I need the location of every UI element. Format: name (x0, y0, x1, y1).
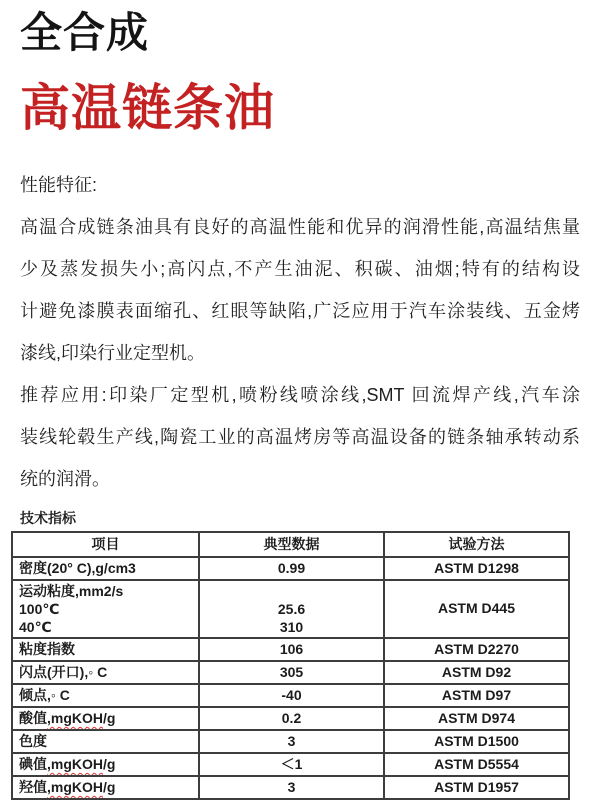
method-cell: ASTM D1957 (384, 776, 569, 799)
spellcheck-underline-text: ,mgKOH (47, 709, 103, 726)
item-text: /g (103, 755, 116, 772)
spellcheck-underline-text: ,mgKOH (47, 755, 103, 772)
value-cell: 106 (199, 638, 384, 661)
page-title-black: 全合成 (20, 9, 150, 56)
page-title-red: 高温链条油 (20, 80, 275, 137)
table-row (12, 638, 569, 661)
value-line: 25.6 (277, 600, 306, 617)
item-line: 40℃ (19, 618, 52, 635)
value-line: 310 (279, 618, 304, 635)
table-row (12, 730, 569, 753)
table-caption: 技术指标 (20, 509, 76, 526)
value-cell: ＜1 (199, 753, 384, 776)
table-row-viscosity (12, 580, 569, 638)
table-row (12, 661, 569, 684)
application-line: 推荐应用:印染厂定型机,喷粉线喷涂线,SMT 回流焊产线,汽车涂 (20, 384, 580, 405)
item-cell: 色度 (12, 730, 199, 753)
item-text: 羟值 (19, 778, 47, 795)
method-cell: ASTM D974 (384, 707, 569, 730)
item-cell (12, 707, 199, 730)
value-cell: 305 (199, 661, 384, 684)
performance-line: 计避免漆膜表面缩孔、红眼等缺陷,广泛应用于汽车涂装线、五金烤 (20, 300, 580, 321)
method-cell: ASTM D5554 (384, 753, 569, 776)
spec-table (11, 531, 570, 800)
item-cell: 密度(20° C),g/cm3 (12, 557, 199, 580)
table-row (12, 707, 569, 730)
method-cell: ASTM D1500 (384, 730, 569, 753)
application-line: 装线轮毂生产线,陶瓷工业的高温烤房等高温设备的链条轴承转动系 (20, 426, 580, 447)
table-row (12, 776, 569, 799)
table-row (12, 753, 569, 776)
body-text (20, 164, 580, 500)
value-cell: 0.2 (199, 707, 384, 730)
method-cell: ASTM D97 (384, 684, 569, 707)
performance-line: 漆线,印染行业定型机。 (20, 342, 205, 363)
value-cell: 3 (199, 730, 384, 753)
header-cell-method: 试验方法 (384, 532, 569, 557)
item-cell: 倾点,◦ C (12, 684, 199, 707)
method-cell: ASTM D2270 (384, 638, 569, 661)
method-cell: ASTM D445 (384, 580, 569, 638)
table-row (12, 557, 569, 580)
item-line: 100℃ (19, 600, 60, 617)
performance-line: 少及蒸发损失小;高闪点,不产生油泥、积碳、油烟;特有的结构设 (20, 258, 580, 279)
item-line: 运动粘度,mm2/s (19, 582, 124, 599)
value-line (206, 582, 377, 600)
item-text: 酸值 (19, 709, 47, 726)
table-header-row (12, 532, 569, 557)
application-line: 统的润滑。 (20, 468, 110, 489)
method-cell: ASTM D1298 (384, 557, 569, 580)
section-heading-performance: 性能特征: (20, 174, 98, 195)
value-cell: -40 (199, 684, 384, 707)
item-cell: 粘度指数 (12, 638, 199, 661)
method-cell: ASTM D92 (384, 661, 569, 684)
item-cell (12, 753, 199, 776)
item-cell: 闪点(开口),◦ C (12, 661, 199, 684)
spellcheck-underline-text: ,mgKOH (47, 778, 103, 795)
item-text: /g (103, 778, 116, 795)
performance-line: 高温合成链条油具有良好的高温性能和优异的润滑性能,高温结焦量 (20, 216, 580, 237)
value-cell: 0.99 (199, 557, 384, 580)
item-text: /g (103, 709, 116, 726)
table-row (12, 684, 569, 707)
value-cell (199, 580, 384, 638)
item-cell (12, 776, 199, 799)
header-cell-value: 典型数据 (199, 532, 384, 557)
value-cell: 3 (199, 776, 384, 799)
item-cell (12, 580, 199, 638)
header-cell-item: 项目 (12, 532, 199, 557)
item-text: 碘值 (19, 755, 47, 772)
